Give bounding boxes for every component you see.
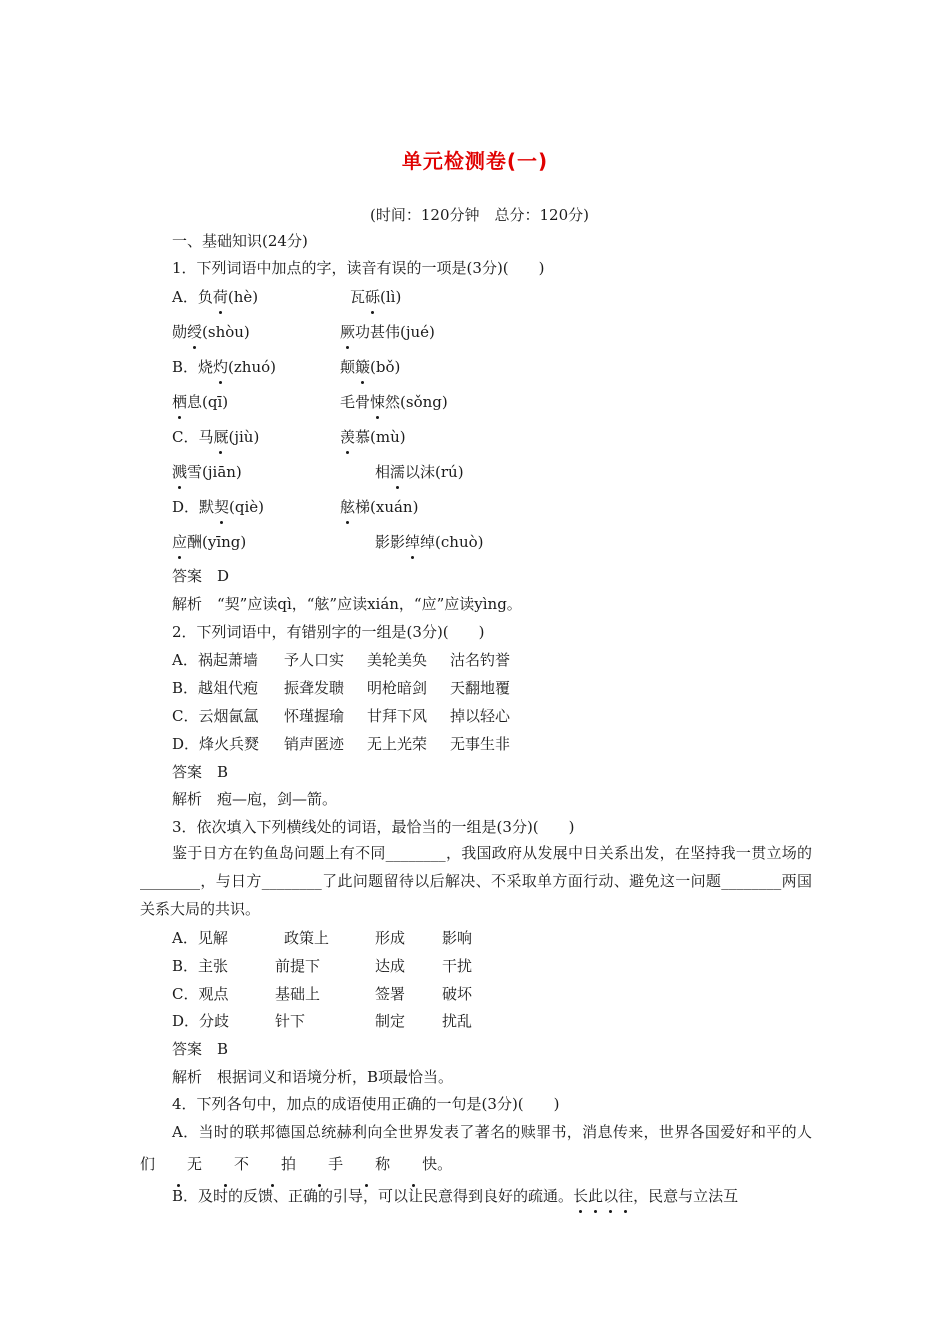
emphasis-dot-char: 灼 [213, 358, 229, 376]
q3-answer: 答案 B [172, 1040, 229, 1058]
q3-passage: 鉴于日方在钓鱼岛问题上有不同________，我国政府从发展中日关系出发，在坚持我一贯立场的________，与日方________了此问题留待以后解决、不采取单方面行动、避免这一问题________两国关系大局的共识。 [140, 844, 812, 918]
emphasis-dot-char: 契 [214, 498, 230, 516]
question-3-stem: 3．依次填入下列横线处的词语，最恰当的一组是(3分)( ) [172, 818, 575, 836]
emphasis-dot-char: 快 [390, 1148, 437, 1180]
q1-option-a-word1: A．负荷(hè) [172, 288, 259, 306]
emphasis-dot-char: 濡 [390, 463, 406, 481]
q4-option-b: B．及时的反馈、正确的引导，可以让民意得到良好的疏通。长此以往，民意与立法互 [172, 1187, 739, 1205]
emphasis-dot-char: 栖 [172, 393, 188, 411]
emphasis-dot-char: 厥 [340, 323, 356, 341]
emphasis-dot-char: 拍 [249, 1148, 296, 1180]
emphasis-dot-char: 悚 [370, 393, 386, 411]
emphasis-dot-phrase [155, 1155, 437, 1173]
emphasis-dot-phrase [573, 1187, 633, 1205]
exam-meta: (时间：120分钟 总分：120分) [370, 206, 589, 224]
section-heading: 一、基础知识(24分) [172, 232, 308, 250]
emphasis-dot-char: 长 [573, 1187, 589, 1205]
emphasis-dot-char: 荷 [212, 288, 228, 306]
emphasis-dot-char: 应 [172, 533, 188, 551]
q1-option-c-word4: 相濡以沫(rú) [375, 463, 464, 481]
q1-option-a-word4: 厥功甚伟(jué) [340, 323, 435, 341]
question-2-stem: 2．下列词语中，有错别字的一组是(3分)( ) [172, 623, 485, 641]
emphasis-dot-char: 绶 [187, 323, 203, 341]
question-1-stem: 1．下列词语中加点的字，读音有误的一项是(3分)( ) [172, 259, 545, 277]
q1-option-a-word3: 勋绶(shòu) [172, 323, 250, 341]
emphasis-dot-char: 溅 [172, 463, 188, 481]
q1-answer: 答案 D [172, 567, 230, 585]
q1-analysis: 解析 “契”应读qì，“舷”应读xián，“应”应读yìng。 [172, 595, 522, 613]
q1-option-d-word1: D．默契(qiè) [172, 498, 265, 516]
emphasis-dot-char: 羡 [340, 428, 356, 446]
emphasis-dot-char: 称 [343, 1148, 390, 1180]
q1-option-b-word2: 颠簸(bǒ) [340, 358, 401, 376]
emphasis-dot-char: 砾 [365, 288, 381, 306]
emphasis-dot-char: 以 [603, 1187, 619, 1205]
q2-answer: 答案 B [172, 763, 229, 781]
emphasis-dot-char: 此 [588, 1187, 604, 1205]
emphasis-dot-char: 无 [155, 1148, 202, 1180]
emphasis-dot-char: 绰 [405, 533, 421, 551]
q1-option-d-word3: 应酬(yīng) [172, 533, 247, 551]
q1-option-a-word2: 瓦砾(lì) [350, 288, 402, 306]
q1-option-c-word3: 溅雪(jiān) [172, 463, 242, 481]
emphasis-dot-char: 厩 [213, 428, 229, 446]
q2-analysis: 解析 疱—庖，剑—箭。 [172, 790, 338, 808]
page-title: 单元检测卷(一) [401, 149, 549, 173]
q1-option-c-word1: C．马厩(jiù) [172, 428, 260, 446]
emphasis-dot-char: 不 [202, 1148, 249, 1180]
emphasis-dot-char: 往 [618, 1187, 634, 1205]
q1-option-d-word2: 舷梯(xuán) [340, 498, 419, 516]
emphasis-dot-char: 簸 [355, 358, 371, 376]
q3-analysis: 解析 根据词义和语境分析，B项最恰当。 [172, 1068, 454, 1086]
emphasis-dot-char: 舷 [340, 498, 356, 516]
q1-option-b-word3: 栖息(qī) [172, 393, 229, 411]
question-4-stem: 4．下列各句中，加点的成语使用正确的一句是(3分)( ) [172, 1095, 560, 1113]
q4-option-a: A．当时的联邦德国总统赫利向全世界发表了著名的赎罪书，消息传来，世界各国爱好和平的人们 无 不 拍 手 称 快。 [140, 1116, 812, 1180]
q1-option-b-word4: 毛骨悚然(sǒng) [340, 393, 448, 411]
q1-option-c-word2: 羡慕(mù) [340, 428, 406, 446]
emphasis-dot-char: 手 [296, 1148, 343, 1180]
q1-option-b-word1: B．烧灼(zhuó) [172, 358, 277, 376]
q1-option-d-word4: 影影绰绰(chuò) [375, 533, 484, 551]
